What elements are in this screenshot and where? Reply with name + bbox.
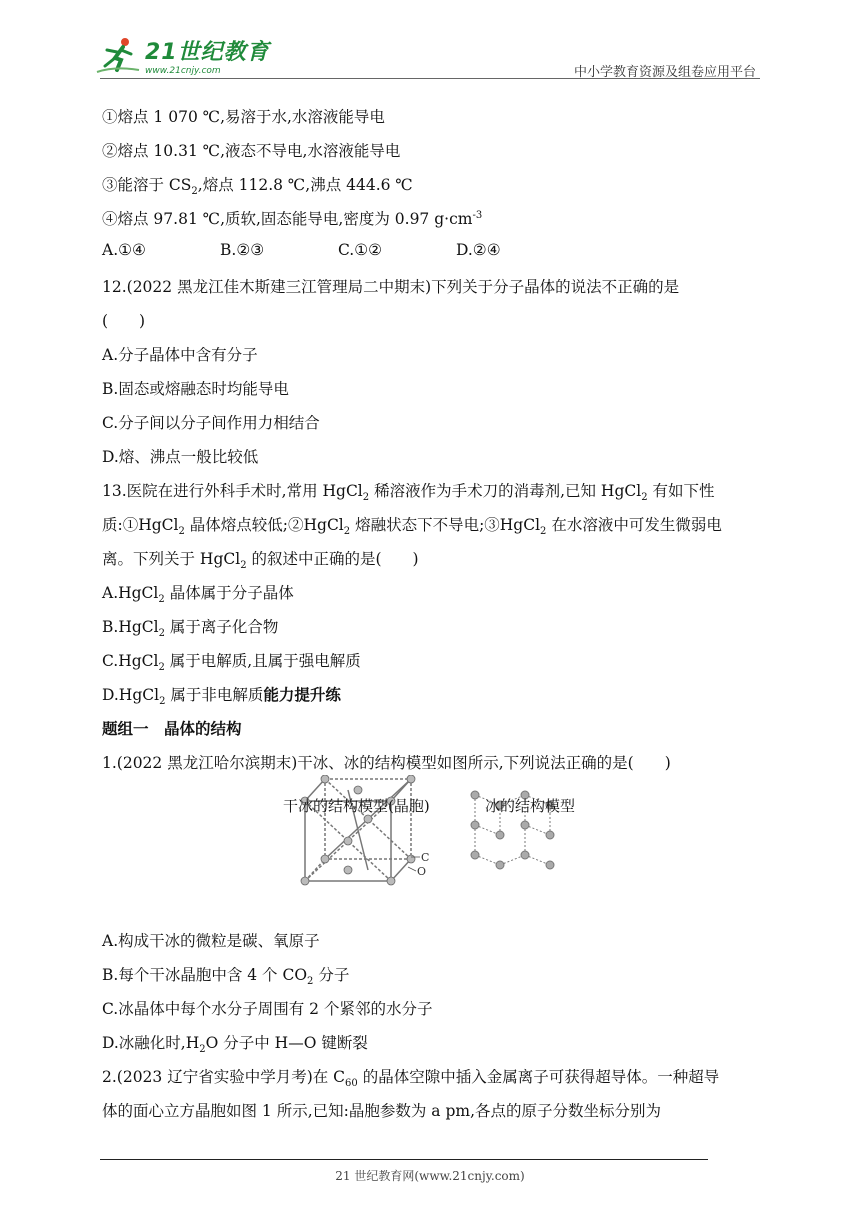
p1-stem: 1.(2022 黑龙江哈尔滨期末)干冰、冰的结构模型如图所示,下列说法正确的是( ) — [102, 754, 671, 772]
site-logo[interactable] — [95, 36, 270, 76]
group-heading: 题组一 晶体的结构 — [102, 720, 242, 738]
fig-label-oxygen: O — [417, 865, 427, 878]
q11-item-1: ①熔点 1 070 ℃,易溶于水,水溶液能导电 — [102, 108, 385, 126]
p1-option-b[interactable]: B.每个干冰晶胞中含 4 个 $CO_2$ 分子 — [102, 966, 350, 988]
p1-option-a[interactable]: A.构成干冰的微粒是碳、氧原子 — [102, 932, 320, 950]
q11-options — [102, 241, 574, 259]
p1-option-d[interactable]: D.冰融化时$,H_2O$ 分子中 H—O 键断裂 — [102, 1034, 368, 1056]
caption-ice: 冰的结构模型 — [485, 797, 576, 815]
q11-item-3: ③能溶于 $CS_2$,熔点 112.8 ℃,沸点 444.6 ℃ — [102, 176, 413, 198]
page-header — [0, 0, 860, 90]
section-heading: 能力提升练 — [263, 686, 341, 704]
p1-option-c[interactable]: C.冰晶体中每个水分子周围有 2 个紧邻的水分子 — [102, 1000, 433, 1018]
q12-option-c[interactable]: C.分子间以分子间作用力相结合 — [102, 414, 320, 432]
q13-option-b[interactable]: B.HgCl$_2$ 属于离子化合物 — [102, 618, 279, 640]
p2-stem-line-1: 2.(2023 辽宁省实验中学月考)在 $C_{60}$ 的晶体空隙中插入金属离子可获得超导体。一种超导 — [102, 1068, 720, 1090]
q13-stem-line-2: 质:①HgCl$_2$ 晶体熔点较低;②HgCl$_2$ 熔融状态下不导电;③HgCl$_2$ 在水溶液中可发生微弱电 — [102, 516, 722, 538]
q12-answer-blank: ( ) — [102, 312, 146, 330]
logo-url: www.21cnjy.com — [145, 66, 221, 76]
q12-option-b[interactable]: B.固态或熔融态时均能导电 — [102, 380, 289, 398]
q13-option-d[interactable]: D.HgCl$_2$ 属于非电解质能力提升练 — [102, 686, 341, 708]
q11-option-b[interactable]: B.②③ — [220, 241, 265, 259]
footer-divider — [100, 1159, 708, 1160]
q11-item-2: ②熔点 10.31 ℃,液态不导电,水溶液能导电 — [102, 142, 401, 160]
q13-stem-line-1: 13.医院在进行外科手术时,常用 HgCl$_2$ 稀溶液作为手术刀的消毒剂,已知 HgCl$_2$ 有如下性 — [102, 482, 715, 504]
q13-option-c[interactable]: C.HgCl$_2$ 属于电解质,且属于强电解质 — [102, 652, 361, 674]
logo-title: 21世纪教育 — [145, 40, 270, 65]
q12-option-a[interactable]: A.分子晶体中含有分子 — [102, 346, 258, 364]
footer-text[interactable]: 21 世纪教育网(www.21cnjy.com) — [335, 1169, 525, 1183]
caption-dry-ice: 干冰的结构模型(晶胞) — [283, 797, 430, 815]
q12-stem: 12.(2022 黑龙江佳木斯建三江管理局二中期末)下列关于分子晶体的说法不正确的是 — [102, 278, 680, 296]
q11-option-a[interactable]: A.①④ — [102, 241, 146, 259]
runner-logo-icon — [95, 36, 141, 76]
fig-label-carbon: C — [421, 851, 430, 864]
q11-option-c[interactable]: C.①② — [338, 241, 383, 259]
q11-item-4: ④熔点 97.81 ℃,质软,固态能导电,密度为 0.97 $g\cdot cm^{-3}$ — [102, 209, 483, 228]
crystal-structure-figure — [295, 775, 565, 887]
q12-option-d[interactable]: D.熔、沸点一般比较低 — [102, 448, 259, 466]
header-platform-title: 中小学教育资源及组卷应用平台 — [573, 65, 756, 80]
header-divider — [100, 78, 760, 79]
q11-option-d[interactable]: D.②④ — [456, 241, 501, 259]
q13-stem-line-3: 离。下列关于 HgCl$_2$ 的叙述中正确的是( ) — [102, 550, 419, 572]
p2-stem-line-2: 体的面心立方晶胞如图 1 所示,已知:晶胞参数为 a pm,各点的原子分数坐标分别为 — [102, 1102, 662, 1120]
q13-option-a[interactable]: A.HgCl$_2$ 晶体属于分子晶体 — [102, 584, 294, 606]
